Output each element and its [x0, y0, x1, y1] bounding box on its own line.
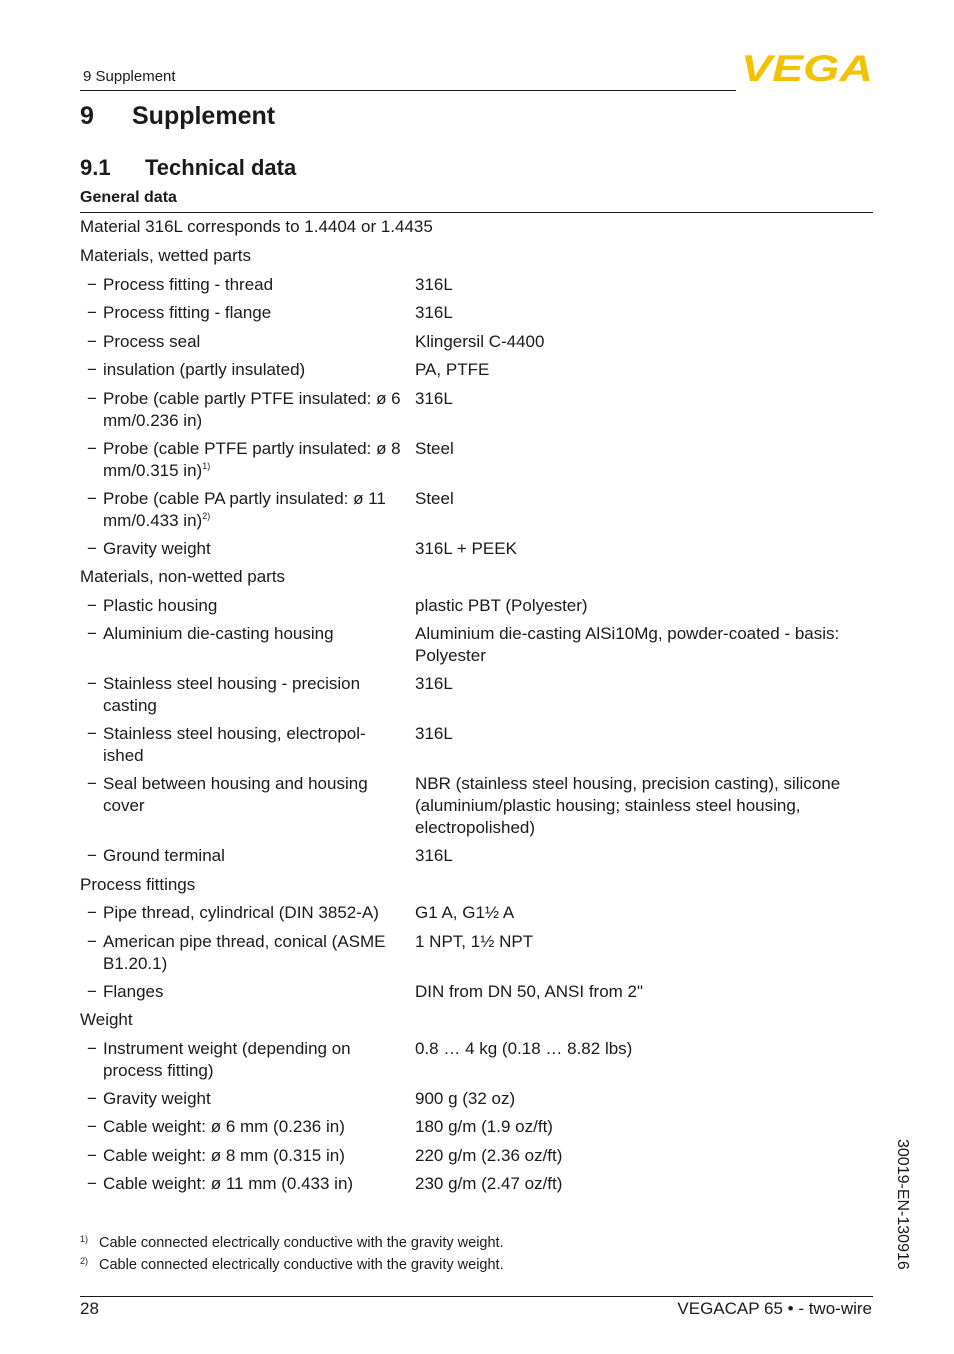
table-row [80, 902, 873, 931]
table-group-row [80, 566, 873, 595]
list-dash: − [87, 624, 97, 643]
list-dash: − [87, 774, 97, 793]
row-label [103, 595, 403, 617]
group-label: Process fittings [80, 874, 196, 894]
row-value: DIN from DN 50, ANSI from 2" [415, 981, 644, 1001]
list-dash: − [87, 846, 97, 865]
row-value: Klingersil C-4400 [415, 331, 545, 351]
table-row [80, 931, 873, 981]
row-label [103, 981, 403, 1003]
table-row [80, 331, 873, 360]
row-label [103, 438, 403, 482]
row-label [103, 302, 403, 324]
list-dash: − [87, 1088, 97, 1108]
table-row [80, 488, 873, 538]
row-value: G1 A, G1½ A [415, 903, 515, 922]
list-dash: − [87, 1117, 97, 1136]
row-value: 180 g/m (1.9 oz/ft) [415, 1117, 553, 1136]
group-label: Weight [80, 1010, 133, 1029]
row-label-text: Pipe thread, cylindrical (DIN 3852-A) [103, 903, 379, 922]
row-label-text: Stainless steel housing, electropol-ished [103, 724, 366, 765]
table-row [80, 981, 873, 1010]
technical-data-table [80, 245, 873, 1202]
row-value: 1 NPT, 1½ NPT [415, 931, 534, 951]
row-label [103, 1088, 403, 1110]
group-label: Materials, non-wetted parts [80, 567, 286, 586]
table-row [80, 438, 873, 488]
list-dash: − [87, 388, 97, 408]
table-row [80, 1145, 873, 1174]
list-dash: − [87, 331, 97, 351]
list-dash: − [87, 903, 97, 922]
section-heading [80, 155, 296, 181]
table-row [80, 302, 873, 331]
table-group-row [80, 1009, 873, 1038]
row-label-text: Process fitting - thread [103, 274, 274, 294]
row-value: 900 g (32 oz) [415, 1088, 516, 1108]
footnote-text: Cable connected electrically conductive with the gravity weight. [99, 1235, 504, 1251]
row-label [103, 1038, 403, 1082]
footnote-reference: 2) [202, 510, 211, 521]
vega-logo [741, 52, 873, 82]
row-label-text: Stainless steel housing - precision casting [103, 674, 361, 715]
table-row [80, 359, 873, 388]
row-label [103, 723, 403, 767]
row-label [103, 931, 403, 975]
group-label: Materials, wetted parts [80, 246, 252, 265]
running-head: 9 Supplement [83, 68, 176, 85]
row-value: 316L [415, 846, 453, 865]
row-label [103, 902, 403, 924]
list-dash: − [87, 674, 97, 693]
list-dash: − [87, 360, 97, 379]
row-label-text: Cable weight: ø 8 mm (0.315 in) [103, 1145, 345, 1165]
row-label-text: Cable weight: ø 6 mm (0.236 in) [103, 1117, 345, 1136]
row-label [103, 1116, 403, 1138]
row-value: Aluminium die-casting AlSi10Mg, powder-coated - basis: Polyester [415, 624, 840, 665]
table-row [80, 595, 873, 624]
row-label-text: Process fitting - flange [103, 303, 272, 322]
footnote-2 [80, 1256, 504, 1273]
row-value: plastic PBT (Polyester) [415, 595, 588, 615]
page-number: 28 [80, 1299, 99, 1318]
document-code: 30019-EN-130916 [894, 1139, 911, 1270]
row-value: Steel [415, 488, 454, 508]
chapter-heading [80, 102, 275, 131]
row-label-text: Seal between housing and housing cover [103, 774, 368, 815]
table-row [80, 1088, 873, 1117]
row-label [103, 623, 403, 645]
row-label-text: Ground terminal [103, 846, 225, 865]
row-label [103, 773, 403, 817]
chapter-title: Supplement [132, 102, 276, 130]
list-dash: − [87, 595, 97, 615]
list-dash: − [87, 274, 97, 294]
row-label [103, 359, 403, 381]
table-row [80, 723, 873, 773]
table-row [80, 538, 873, 567]
table-subheading: General data [80, 189, 177, 206]
row-value: 316L [415, 724, 453, 743]
row-label-text: Aluminium die-casting housing [103, 624, 334, 643]
table-row [80, 1116, 873, 1145]
footnote-reference: 1) [202, 460, 211, 471]
section-number: 9.1 [80, 155, 111, 180]
table-row [80, 673, 873, 723]
row-label-text: Probe (cable PTFE partly insulated: ø 8 mm/0.315 in) [103, 438, 401, 480]
row-label-text: insulation (partly insulated) [103, 360, 306, 379]
logo-text: VEGA [741, 52, 873, 82]
row-label-text: Gravity weight [103, 1088, 211, 1108]
row-value: 0.8 … 4 kg (0.18 … 8.82 lbs) [415, 1038, 633, 1058]
row-label [103, 274, 403, 296]
list-dash: − [87, 1174, 97, 1193]
list-dash: − [87, 1038, 97, 1058]
row-label [103, 538, 403, 560]
footnote-mark: 2) [80, 1256, 89, 1266]
header-rule [80, 90, 736, 91]
list-dash: − [87, 931, 97, 951]
row-label [103, 1145, 403, 1167]
document-title: VEGACAP 65 • - two-wire [677, 1299, 872, 1318]
footnote-mark: 1) [80, 1234, 89, 1244]
table-row [80, 388, 873, 438]
row-label [103, 388, 403, 432]
row-label-text: Process seal [103, 331, 201, 351]
row-label-text: Gravity weight [103, 538, 211, 558]
row-value: 316L [415, 674, 453, 693]
row-value: 220 g/m (2.36 oz/ft) [415, 1145, 563, 1165]
table-rule [80, 212, 873, 213]
row-label [103, 673, 403, 717]
row-value: 316L [415, 388, 453, 408]
list-dash: − [87, 438, 97, 458]
row-label-text: Probe (cable partly PTFE insulated: ø 6 mm/0.236 in) [103, 388, 401, 430]
material-note: Material 316L corresponds to 1.4404 or 1.4435 [80, 217, 433, 236]
row-value: 316L [415, 303, 453, 322]
row-label-text: Cable weight: ø 11 mm (0.433 in) [103, 1174, 354, 1193]
list-dash: − [87, 724, 97, 743]
row-value: 316L [415, 274, 453, 294]
row-value: 316L + PEEK [415, 538, 517, 558]
row-value: NBR (stainless steel housing, precision casting), silicone (aluminium/plastic housing; stainless steel housing, electropolished) [415, 774, 841, 837]
row-label-text: American pipe thread, conical (ASME B1.20.1) [103, 931, 386, 973]
list-dash: − [87, 488, 97, 508]
footnote-1 [80, 1234, 504, 1251]
footer-rule [80, 1296, 873, 1297]
row-value: 230 g/m (2.47 oz/ft) [415, 1174, 563, 1193]
row-label-text: Flanges [103, 981, 164, 1001]
table-row [80, 1173, 873, 1202]
table-row [80, 274, 873, 303]
list-dash: − [87, 1145, 97, 1165]
row-label-text: Instrument weight (depending on process fitting) [103, 1038, 351, 1080]
list-dash: − [87, 981, 97, 1001]
table-row [80, 623, 873, 673]
table-row [80, 1038, 873, 1088]
row-value: PA, PTFE [415, 360, 490, 379]
list-dash: − [87, 538, 97, 558]
row-label [103, 488, 403, 532]
row-label-text: Probe (cable PA partly insulated: ø 11 mm/0.433 in) [103, 488, 386, 530]
row-value: Steel [415, 438, 454, 458]
table-group-row [80, 245, 873, 274]
row-label [103, 845, 403, 867]
footnote-text: Cable connected electrically conductive with the gravity weight. [99, 1257, 504, 1273]
row-label [103, 1173, 403, 1195]
row-label-text: Plastic housing [103, 595, 218, 615]
table-row [80, 773, 873, 845]
table-row [80, 845, 873, 874]
table-group-row [80, 874, 873, 903]
list-dash: − [87, 303, 97, 322]
row-label [103, 331, 403, 353]
section-title: Technical data [145, 155, 297, 180]
chapter-number: 9 [80, 102, 94, 130]
